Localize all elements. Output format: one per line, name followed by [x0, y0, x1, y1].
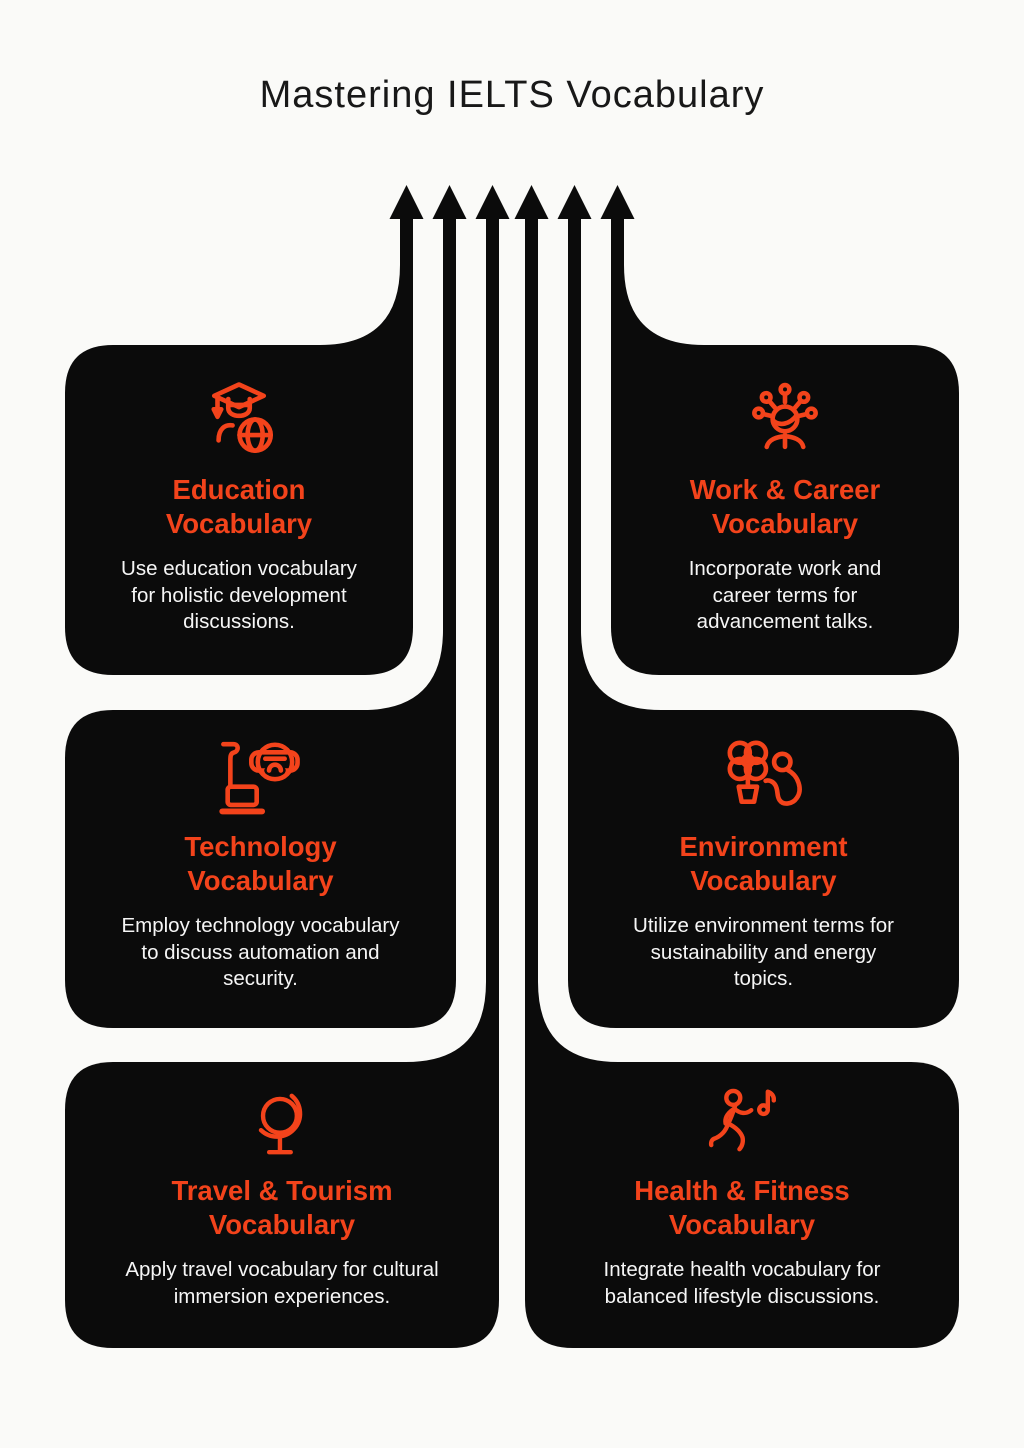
card-title [634, 1174, 849, 1242]
card-education [65, 345, 413, 675]
card-title-line: Vocabulary [668, 1209, 816, 1240]
card-title-line: Travel & Tourism [171, 1175, 393, 1206]
card-description [125, 1257, 438, 1310]
card-desc-line: Integrate health vocabulary for [603, 1258, 881, 1281]
card-desc-line: sustainability and energy [650, 940, 877, 964]
card-description [121, 913, 399, 993]
networked-person-icon [738, 377, 832, 463]
card-description [689, 556, 882, 636]
graduation-cap-globe-icon [192, 377, 286, 463]
card-title-line: Vocabulary [208, 1209, 356, 1240]
card-desc-line: for holistic development [131, 583, 347, 607]
card-title-line: Education [172, 474, 306, 505]
page-title: Mastering IELTS Vocabulary [259, 74, 765, 116]
card-desc-line: to discuss automation and [141, 940, 380, 964]
card-description [633, 913, 894, 993]
card-desc-line: Utilize environment terms for [633, 914, 894, 937]
card-title [171, 1174, 392, 1242]
card-environment [568, 710, 959, 1028]
flow-arrow-6 [601, 185, 705, 355]
card-title-line: Technology [184, 831, 337, 862]
card-title-line: Vocabulary [690, 865, 837, 896]
card-title-line: Environment [679, 831, 848, 862]
card-travel-tourism [65, 1062, 499, 1348]
card-work-career [611, 345, 959, 675]
card-desc-line: Use education vocabulary [121, 557, 357, 580]
card-technology [65, 710, 456, 1028]
card-description [604, 1257, 881, 1310]
card-title-line: Vocabulary [187, 865, 334, 896]
card-desc-line: advancement talks. [696, 610, 874, 633]
card-desc-line: security. [223, 967, 298, 990]
card-title-line: Vocabulary [711, 508, 859, 539]
card-desc-line: immersion experiences. [173, 1284, 391, 1308]
card-title-line: Work & Career [689, 474, 881, 505]
card-title-line: Vocabulary [165, 508, 313, 539]
card-desc-line: Incorporate work and [688, 557, 882, 580]
card-title-line: Health & Fitness [634, 1175, 850, 1206]
card-description [121, 556, 357, 636]
card-title [184, 830, 336, 898]
card-desc-line: Apply travel vocabulary for cultural [125, 1258, 439, 1281]
card-desc-line: career terms for [712, 583, 858, 607]
flower-pot-person-icon [717, 734, 811, 820]
running-person-music-icon [697, 1082, 787, 1164]
card-desc-line: topics. [733, 967, 794, 990]
card-health-fitness [525, 1062, 959, 1348]
card-desc-line: discussions. [183, 610, 295, 633]
vr-headset-laptop-icon [214, 734, 308, 820]
card-desc-line: balanced lifestyle discussions. [604, 1284, 880, 1308]
card-title [679, 830, 847, 898]
card-desc-line: Employ technology vocabulary [121, 914, 400, 937]
desk-globe-icon [237, 1082, 327, 1164]
card-title [166, 473, 312, 541]
card-title [690, 473, 881, 541]
flow-arrow-1 [320, 185, 424, 355]
